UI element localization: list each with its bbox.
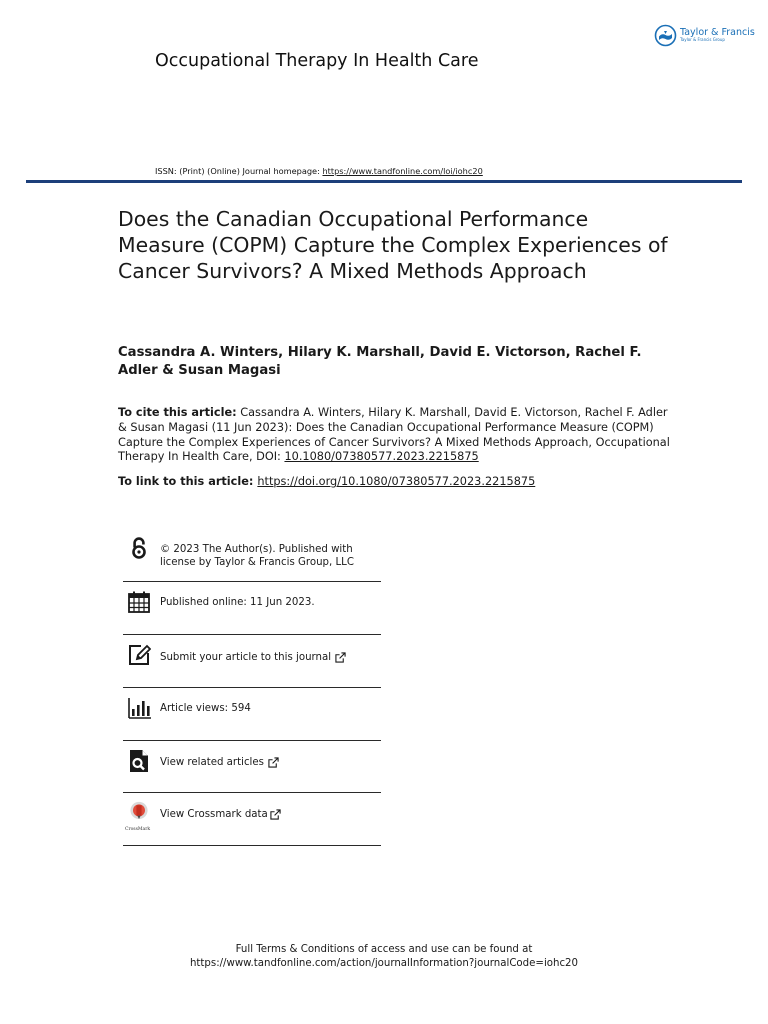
publisher-logo xyxy=(654,22,755,48)
submit-row[interactable] xyxy=(123,635,381,688)
taylor-francis-logo-icon xyxy=(654,24,677,47)
submit-link[interactable] xyxy=(160,651,346,664)
crossmark-icon xyxy=(127,801,151,825)
publisher-subname: Taylor & Francis Group xyxy=(680,37,725,43)
article-authors: Cassandra A. Winters, Hilary K. Marshall, David E. Victorson, Rachel F. Adler & Susan Magasi xyxy=(118,345,642,378)
external-link-icon xyxy=(335,652,346,663)
issn-line xyxy=(155,166,483,176)
article-views: Article views: 594 xyxy=(160,703,251,714)
published-row xyxy=(123,582,381,635)
license-line-1: © 2023 The Author(s). Published with xyxy=(160,544,353,555)
journal-title: Occupational Therapy In Health Care xyxy=(155,51,479,71)
related-label[interactable]: View related articles xyxy=(160,757,264,768)
calendar-icon xyxy=(127,590,151,614)
published-date: Published online: 11 Jun 2023. xyxy=(160,597,315,608)
submit-label[interactable]: Submit your article to this journal xyxy=(160,652,332,663)
citation-block xyxy=(118,406,678,465)
related-link[interactable] xyxy=(160,756,279,769)
journal-homepage-link[interactable]: https://www.tandfonline.com/loi/iohc20 xyxy=(322,166,483,176)
crossmark-label[interactable]: View Crossmark data xyxy=(160,809,268,820)
views-row xyxy=(123,688,381,741)
edit-pencil-icon xyxy=(127,643,151,667)
license-text xyxy=(160,543,354,569)
crossmark-row[interactable] xyxy=(123,793,381,846)
publisher-name: Taylor & Francis xyxy=(680,26,755,38)
header-rule xyxy=(26,180,742,183)
crossmark-link[interactable] xyxy=(160,808,281,821)
related-row[interactable] xyxy=(123,741,381,793)
footer-terms xyxy=(0,943,768,971)
article-doi-link[interactable]: https://doi.org/10.1080/07380577.2023.2215875 xyxy=(257,475,536,488)
license-row xyxy=(123,527,381,582)
citation-doi-link[interactable]: 10.1080/07380577.2023.2215875 xyxy=(284,450,479,464)
footer-terms-url[interactable]: https://www.tandfonline.com/action/journalInformation?journalCode=iohc20 xyxy=(189,958,579,969)
crossmark-logo-text: CrossMark xyxy=(125,827,151,832)
article-title: Does the Canadian Occupational Performance Measure (COPM) Capture the Complex Experiences of Cancer Survivors? A Mixed Methods Approach xyxy=(118,207,668,283)
citation-label: To cite this article: xyxy=(118,406,237,419)
citation-text: Cassandra A. Winters, Hilary K. Marshall, David E. Victorson, Rachel F. Adler & Susan Magasi (11 Jun 2023): Does the Canadian Occupational Performance Measure (COPM) Capture the Complex Experiences of Cancer Survivors? A Mixed Methods Approach, Occupational Therapy In Health Care, DOI: xyxy=(118,406,670,464)
footer-line-1: Full Terms & Conditions of access and use can be found at xyxy=(235,944,533,955)
article-link-label: To link to this article: xyxy=(118,475,258,488)
related-articles-icon xyxy=(127,749,151,773)
issn-label: ISSN: (Print) (Online) Journal homepage: xyxy=(155,166,323,176)
license-line-2: license by Taylor & Francis Group, LLC xyxy=(160,557,354,568)
external-link-icon xyxy=(268,757,279,768)
bar-chart-icon xyxy=(127,696,151,720)
external-link-icon xyxy=(270,809,281,820)
open-access-icon xyxy=(127,537,151,561)
article-link-block xyxy=(118,475,678,490)
